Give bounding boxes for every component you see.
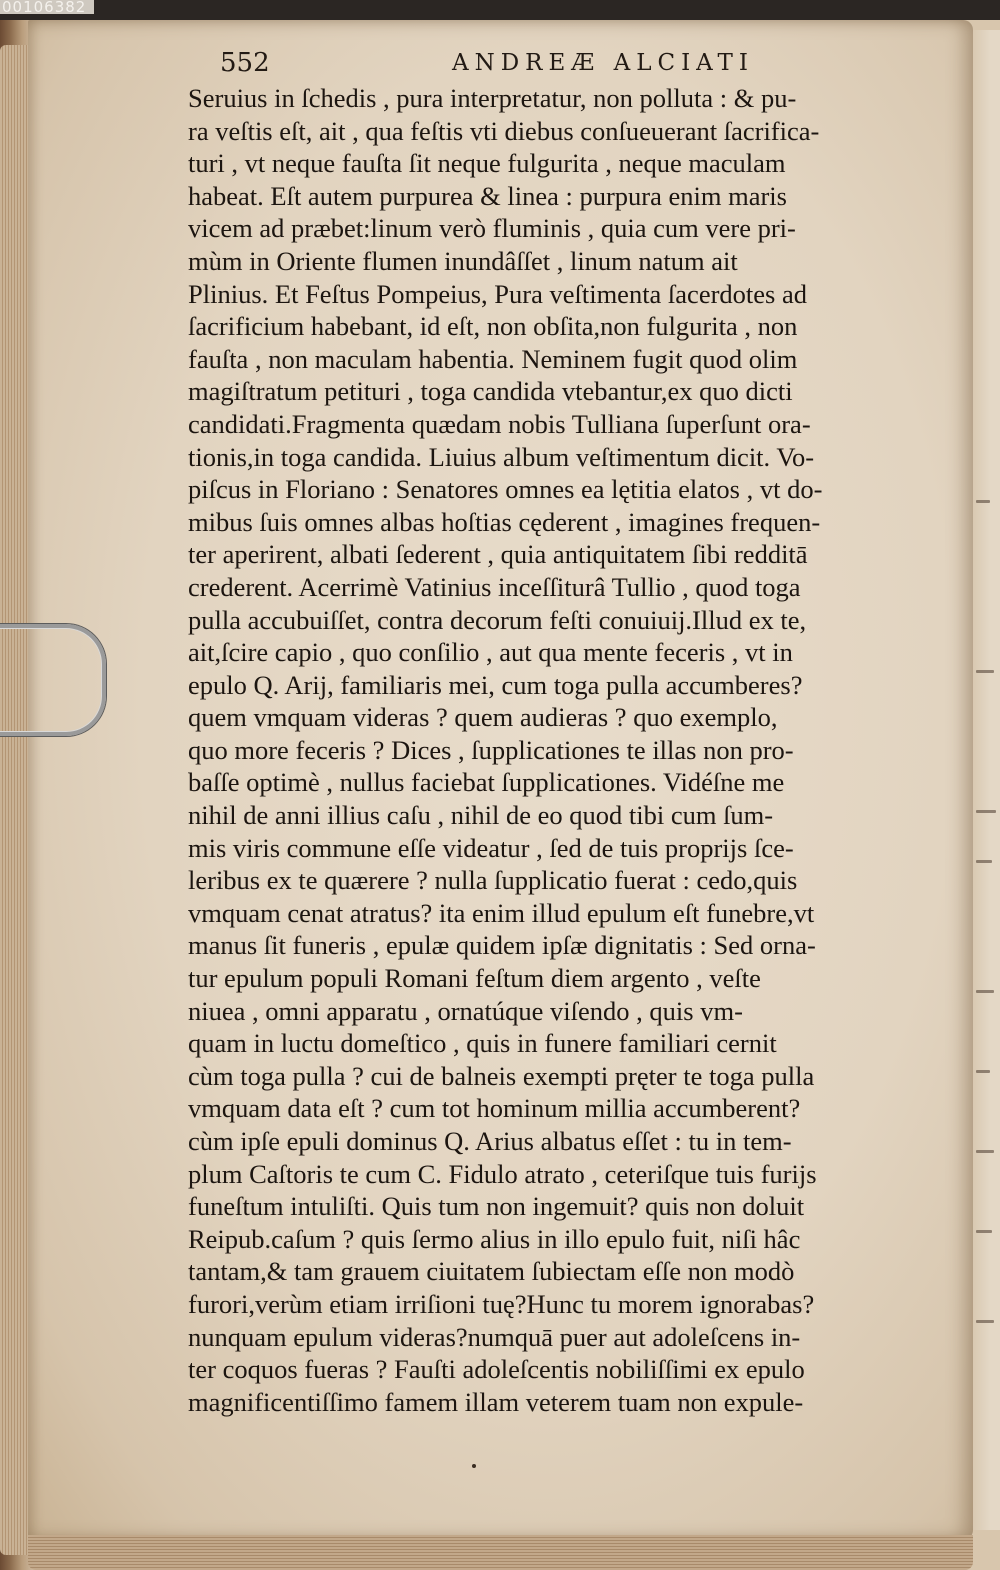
text-line: cùm toga pulla ? cui de balneis exempti pręter te toga pulla <box>188 1060 815 1091</box>
text-line: vmquam data eſt ? cum tot hominum millia accumberent? <box>188 1093 801 1124</box>
text-line: quo more feceris ? Dices , ſupplicationes te illas non pro- <box>188 734 794 765</box>
facing-page-text-mark <box>976 990 994 993</box>
bottom-page-edges <box>28 1535 973 1570</box>
text-line: magiſtratum petituri , toga candida vtebantur,ex quo dicti <box>188 376 793 407</box>
text-line: magnificentiſſimo famem illam veterem tuam non expule- <box>188 1386 804 1417</box>
text-line: epulo Q. Arij, familiaris mei, cum toga pulla accumberes? <box>188 669 803 700</box>
text-line: quam in luctu domeſtico , quis in funere familiari cernit <box>188 1028 777 1059</box>
text-line: vmquam cenat atratus? ita enim illud epulum eſt funebre,vt <box>188 897 815 928</box>
text-line: baſſe optimè , nullus faciebat ſupplicationes. Vidéſne me <box>188 767 785 798</box>
page-speck <box>472 1464 476 1468</box>
text-line: ait,ſcire capio , quo conſilio , aut qua mente feceris , vt in <box>188 637 793 668</box>
text-line: habeat. Eſt autem purpurea & linea : purpura enim maris <box>188 180 787 211</box>
text-line: crederent. Acerrimè Vatinius inceſſiturâ Tullio , quod toga <box>188 571 801 602</box>
facing-page-text-mark <box>976 810 996 813</box>
text-line: tionis,in toga candida. Liuius album veſtimentum dicit. Vo- <box>188 441 815 472</box>
text-line: candidati.Fragmenta quædam nobis Tulliana ſuperſunt ora- <box>188 408 811 439</box>
scan-id-label: 00106382 <box>0 0 94 14</box>
text-line: fauſta , non maculam habentia. Neminem fugit quod olim <box>188 343 798 374</box>
text-line: ra veſtis eſt, ait , qua feſtis vti diebus conſueuerant ſacrifica- <box>188 115 820 146</box>
facing-page-text-mark <box>976 1320 994 1323</box>
book-spread <box>0 20 1000 1570</box>
facing-page-text-mark <box>976 500 990 503</box>
text-line: turi , vt neque fauſta ſit neque fulgurita , neque maculam <box>188 148 786 179</box>
text-line: tantam,& tam grauem ciuitatem ſubiectam eſſe non modò <box>188 1256 795 1287</box>
text-line: piſcus in Floriano : Senatores omnes ea lętitia elatos , vt do- <box>188 474 823 505</box>
book-page <box>28 20 973 1540</box>
text-line: ter coquos fueras ? Fauſti adoleſcentis nobiliſſimi ex epulo <box>188 1354 805 1385</box>
body-text <box>188 82 948 1418</box>
text-line: nihil de anni illius caſu , nihil de eo quod tibi cum ſum- <box>188 800 774 831</box>
text-line: manus ſit funeris , epulæ quidem ipſæ dignitatis : Sed orna- <box>188 930 816 961</box>
page-number: 552 <box>220 48 270 78</box>
facing-page-text-mark <box>976 670 994 673</box>
paper-clip <box>0 624 106 736</box>
text-line: Reipub.caſum ? quis ſermo alius in illo epulo fuit, niſi hâc <box>188 1223 801 1254</box>
text-line: cùm ipſe epuli dominus Q. Arius albatus eſſet : tu in tem- <box>188 1126 792 1156</box>
text-line: furori,verùm etiam irriſioni tuę?Hunc tu morem ignorabas? <box>188 1288 815 1319</box>
facing-page-text-mark <box>976 1070 990 1073</box>
text-line: mis viris commune eſſe videatur , ſed de tuis proprijs ſce- <box>188 832 794 863</box>
text-line: Plinius. Et Feſtus Pompeius, Pura veſtimenta ſacerdotes ad <box>188 278 807 309</box>
text-line: ſacrificium habebant, id eſt, non obſita,non fulgurita , non <box>188 311 798 342</box>
running-head <box>220 48 980 80</box>
text-line: funeſtum intuliſti. Quis tum non ingemuit? quis non doluit <box>188 1191 805 1222</box>
facing-page-text-mark <box>976 1230 992 1233</box>
text-line: ter aperirent, albati ſederent , quia antiquitatem ſibi redditā <box>188 539 808 570</box>
facing-page-text-mark <box>976 860 992 863</box>
facing-page-text-mark <box>976 1150 994 1153</box>
text-line: nunquam epulum videras?numquā puer aut adoleſcens in- <box>188 1321 801 1352</box>
text-line: mùm in Oriente flumen inundâſſet , linum natum ait <box>188 245 738 276</box>
text-line: quem vmquam videras ? quem audieras ? quo exemplo, <box>188 702 778 733</box>
text-line: mibus ſuis omnes albas hoſtias cęderent , imagines frequen- <box>188 506 821 537</box>
text-line: tur epulum populi Romani feſtum diem argento , veſte <box>188 963 761 994</box>
text-line: plum Caſtoris te cum C. Fidulo atrato , ceteriſque tuis furijs <box>188 1158 817 1189</box>
text-line: niuea , omni apparatu , ornatúque viſendo , quis vm- <box>188 995 743 1026</box>
text-line: vicem ad præbet:linum verò fluminis , quia cum vere pri- <box>188 213 796 244</box>
text-line: Seruius in ſchedis , pura interpretatur, non polluta : & pu- <box>188 83 797 113</box>
text-line: pulla accubuiſſet, contra decorum feſti conuiuij.Illud ex te, <box>188 604 807 635</box>
text-line: leribus ex te quærere ? nulla ſupplicatio fuerat : cedo,quis <box>188 865 798 896</box>
running-head-title: ANDREÆ ALCIATI <box>452 50 754 76</box>
